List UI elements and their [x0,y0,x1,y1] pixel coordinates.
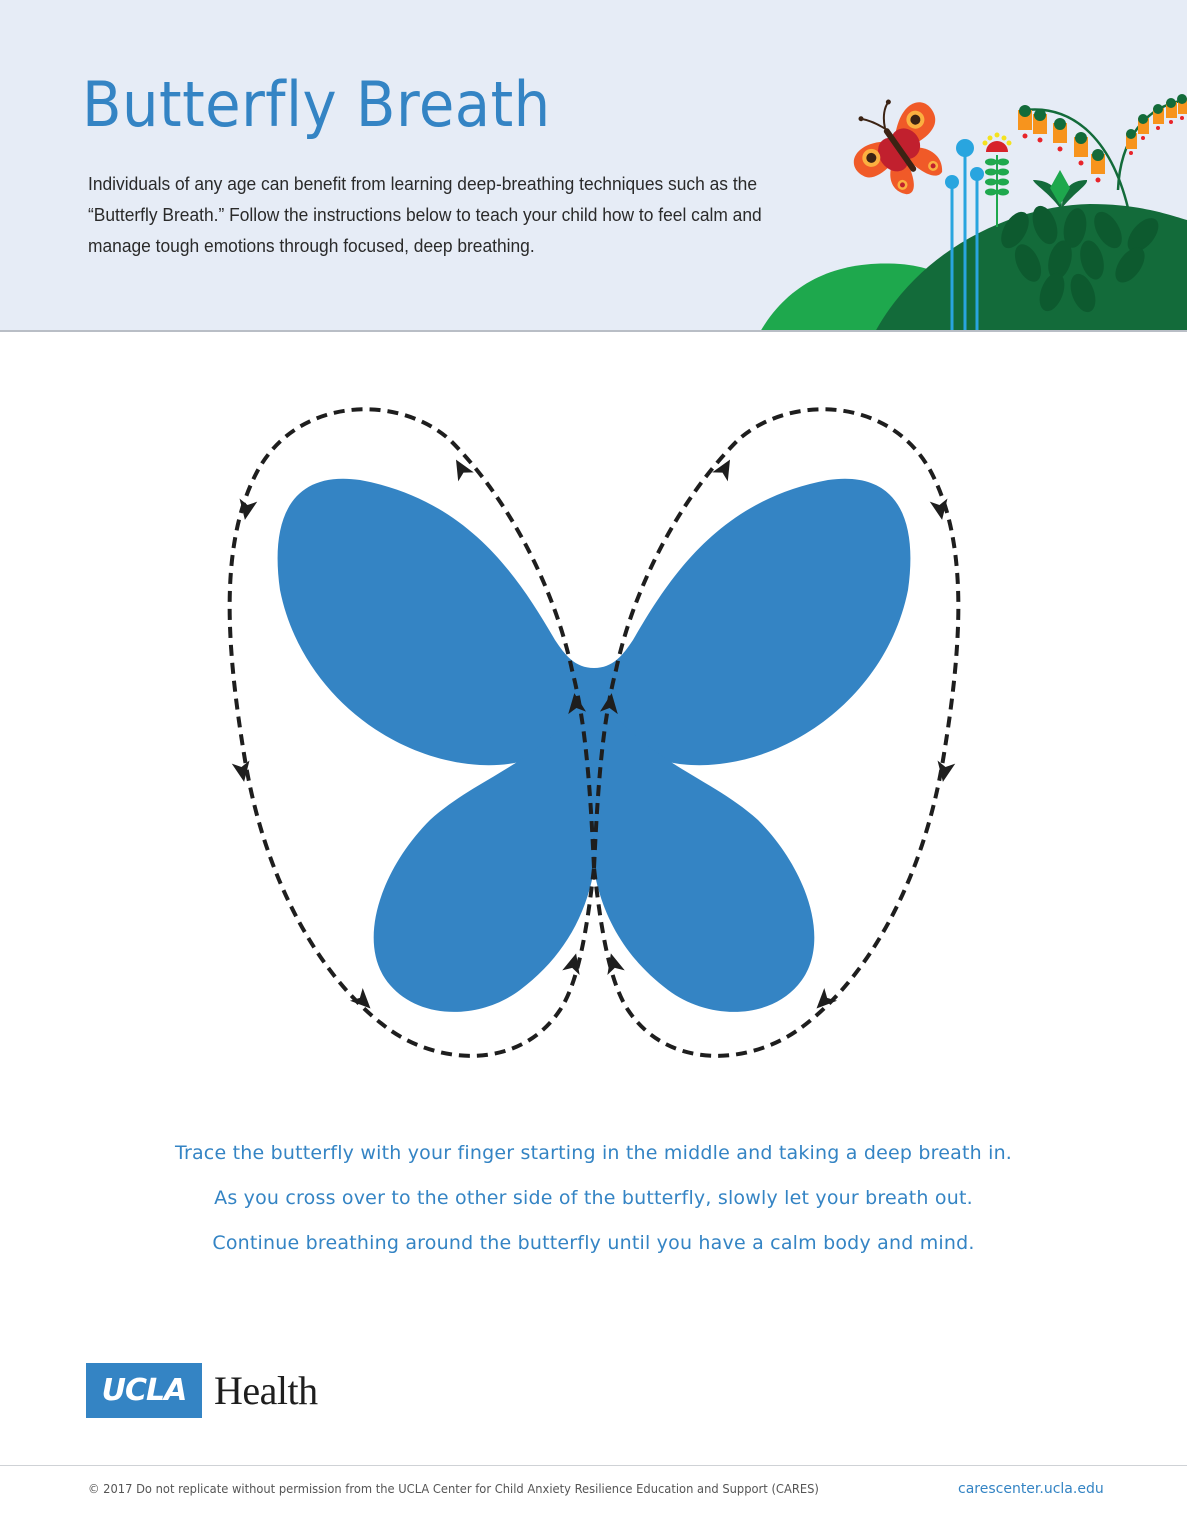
garden-illustration [750,80,1187,332]
arrow-down-icon [934,761,955,784]
logo-ucla-box: UCLA [86,1363,202,1418]
arrow-up-icon [712,455,738,481]
ucla-health-logo [86,1363,318,1418]
instructions [0,1138,1187,1273]
bell-flowers-icon [1018,94,1187,208]
arrow-down-icon [236,499,257,522]
intro-paragraph: Individuals of any age can benefit from learning deep-breathing techniques such as the “Butterfly Breath.” Follow the instructions below to teach your child how to feel calm and manage tough emotions through focused, deep breathing. [88,173,762,256]
page-title: Butterfly Breath [82,68,551,141]
header-banner [0,0,1187,332]
arrow-down-icon [350,988,377,1015]
arrow-up-icon [562,951,585,975]
logo-health-word: Health [214,1368,318,1413]
instruction-line: Continue breathing around the butterfly until you have a calm body and mind. [212,1232,975,1254]
flower-stalk-icon [983,133,1012,228]
blue-stems-icon [945,139,984,332]
website-link[interactable]: carescenter.ucla.edu [958,1481,1104,1497]
arrow-up-icon [602,951,625,975]
copyright-notice: © 2017 Do not replicate without permission from the UCLA Center for Child Anxiety Resilience Education and Support (CARES) [88,1481,819,1496]
blue-butterfly-icon [278,479,911,1012]
footer-divider [0,1465,1187,1466]
sprout-icon [1033,170,1087,208]
instruction-line: As you cross over to the other side of the butterfly, slowly let your breath out. [214,1187,973,1209]
butterfly-breath-diagram [0,332,1187,1122]
instruction-line: Trace the butterfly with your finger starting in the middle and taking a deep breath in. [174,1142,1013,1164]
orange-butterfly-icon [832,80,965,212]
